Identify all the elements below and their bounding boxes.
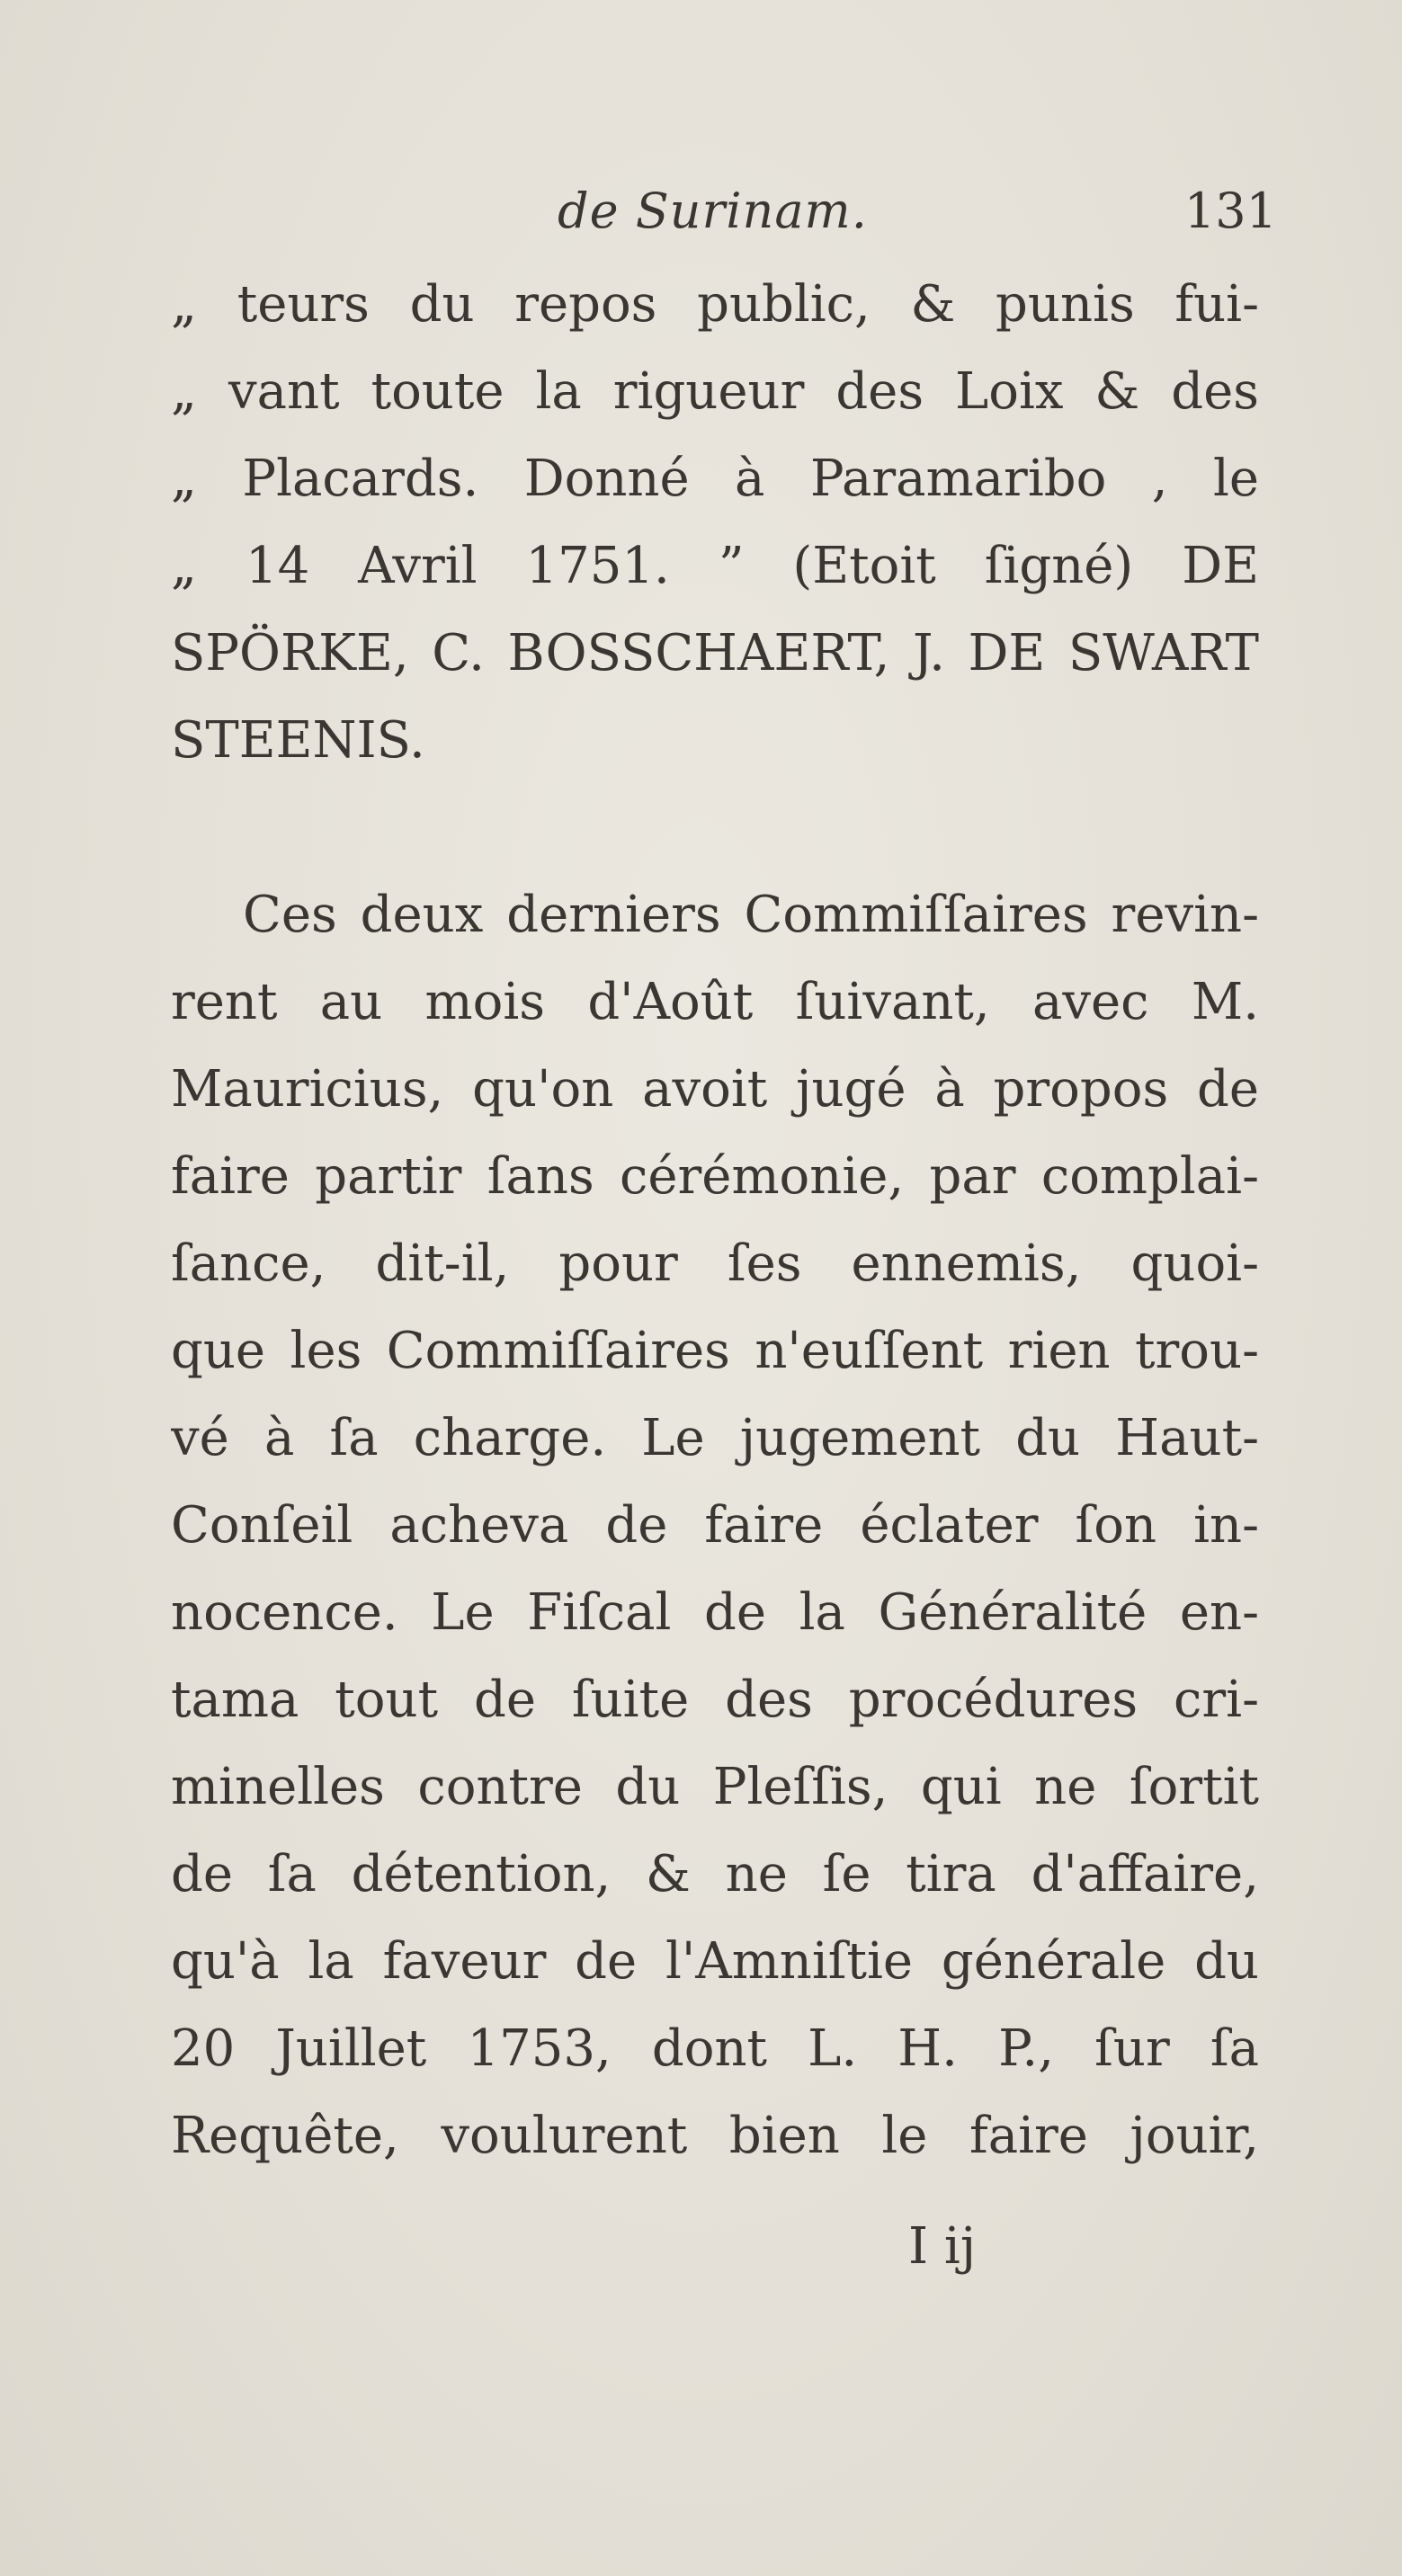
text-line: minelles contre du Pleſſis, qui ne ſortit bbox=[171, 1758, 1259, 1816]
page-header bbox=[153, 171, 1277, 252]
text-line: Mauricius, qu'on avoit jugé à propos de bbox=[171, 1060, 1259, 1119]
text-line: qu'à la faveur de l'Amniſtie générale du bbox=[171, 1932, 1259, 1991]
text-line: „ 14 Avril 1751. ” (Etoit ſigné) DE bbox=[171, 537, 1259, 595]
text-line: ſance, dit-il, pour ſes ennemis, quoi- bbox=[171, 1235, 1259, 1293]
text-line: Requête, voulurent bien le faire jouir, bbox=[171, 2107, 1259, 2165]
text-line: rent au mois d'Août ſuivant, avec M. bbox=[171, 973, 1259, 1031]
body-text bbox=[171, 261, 1259, 2179]
text-line: Ces deux derniers Commiſſaires revin- bbox=[243, 886, 1259, 944]
text-line: vé à ſa charge. Le jugement du Haut- bbox=[171, 1409, 1259, 1467]
text-line: STEENIS. bbox=[171, 711, 425, 770]
text-line: 20 Juillet 1753, dont L. H. P., ſur ſa bbox=[171, 2019, 1259, 2078]
running-title: de Surinam. bbox=[558, 183, 868, 239]
text-line: que les Commiſſaires n'euſſent rien trou- bbox=[171, 1322, 1259, 1380]
paragraph-gap bbox=[171, 784, 1259, 871]
text-line: „ teurs du repos public, & punis fui- bbox=[171, 275, 1259, 334]
text-line: SPÖRKE, C. BOSSCHAERT, J. DE SWART bbox=[171, 624, 1259, 682]
text-line: faire partir ſans cérémonie, par complai- bbox=[171, 1147, 1259, 1206]
page-number: 131 bbox=[1183, 183, 1277, 239]
text-line: tama tout de ſuite des procédures cri- bbox=[171, 1671, 1259, 1729]
text-line: nocence. Le Fiſcal de la Généralité en- bbox=[171, 1583, 1259, 1642]
text-line: de ſa détention, & ne ſe tira d'affaire, bbox=[171, 1845, 1259, 1903]
text-line: Conſeil acheva de faire éclater ſon in- bbox=[171, 1496, 1259, 1555]
signature-mark: I ij bbox=[908, 2217, 977, 2276]
text-line: „ Placards. Donné à Paramaribo , le bbox=[171, 450, 1259, 508]
text-line: „ vant toute la rigueur des Loix & des bbox=[171, 362, 1259, 421]
